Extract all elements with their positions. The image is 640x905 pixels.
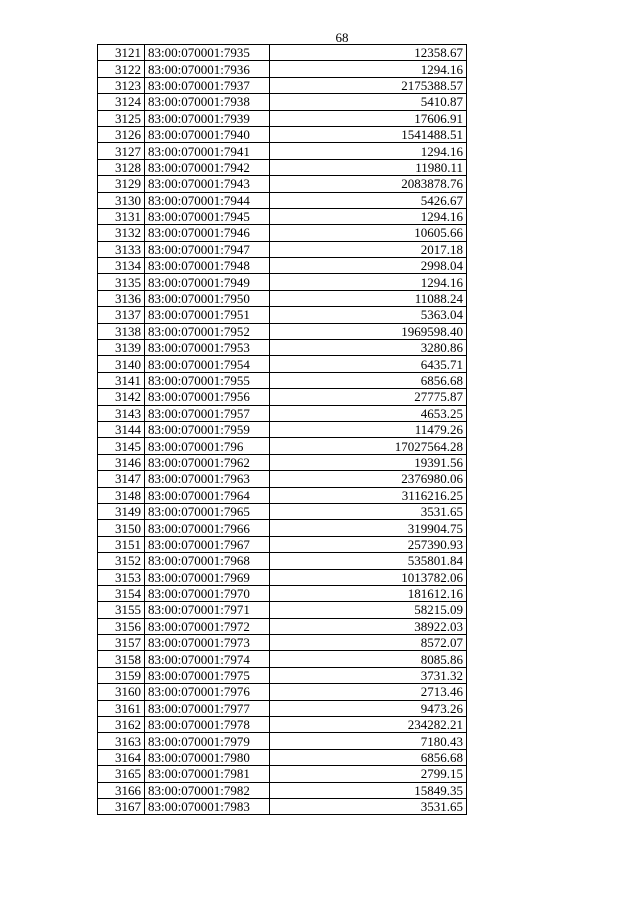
cadastral-value-cell: 10605.66: [270, 225, 467, 241]
table-row: [98, 487, 467, 503]
cadastral-number-cell: 83:00:070001:7966: [145, 520, 270, 536]
row-number-cell: 3130: [98, 192, 145, 208]
table-row: [98, 749, 467, 765]
row-number-cell: 3144: [98, 421, 145, 437]
row-number-cell: 3139: [98, 340, 145, 356]
table-row: [98, 274, 467, 290]
cadastral-number-cell: 83:00:070001:7969: [145, 569, 270, 585]
cadastral-number-cell: 83:00:070001:7965: [145, 503, 270, 519]
cadastral-number-cell: 83:00:070001:7942: [145, 159, 270, 175]
cadastral-number-cell: 83:00:070001:7953: [145, 340, 270, 356]
cadastral-value-cell: 9473.26: [270, 700, 467, 716]
table-row: [98, 225, 467, 241]
cadastral-value-cell: 181612.16: [270, 585, 467, 601]
table-row: [98, 471, 467, 487]
cadastral-value-cell: 2175388.57: [270, 77, 467, 93]
cadastral-value-cell: 11479.26: [270, 421, 467, 437]
row-number-cell: 3150: [98, 520, 145, 536]
cadastral-number-cell: 83:00:070001:7973: [145, 635, 270, 651]
row-number-cell: 3125: [98, 110, 145, 126]
cadastral-value-cell: 6856.68: [270, 749, 467, 765]
table-row: [98, 94, 467, 110]
row-number-cell: 3134: [98, 258, 145, 274]
table-row: [98, 405, 467, 421]
cadastral-value-cell: 3531.65: [270, 798, 467, 814]
row-number-cell: 3129: [98, 176, 145, 192]
row-number-cell: 3143: [98, 405, 145, 421]
cadastral-number-cell: 83:00:070001:7975: [145, 667, 270, 683]
row-number-cell: 3123: [98, 77, 145, 93]
table-row: [98, 421, 467, 437]
cadastral-number-cell: 83:00:070001:7945: [145, 208, 270, 224]
row-number-cell: 3167: [98, 798, 145, 814]
row-number-cell: 3155: [98, 602, 145, 618]
row-number-cell: 3147: [98, 471, 145, 487]
table-body: [98, 45, 467, 815]
cadastral-number-cell: 83:00:070001:7950: [145, 290, 270, 306]
table-row: [98, 717, 467, 733]
cadastral-number-cell: 83:00:070001:7944: [145, 192, 270, 208]
row-number-cell: 3159: [98, 667, 145, 683]
row-number-cell: 3149: [98, 503, 145, 519]
row-number-cell: 3157: [98, 635, 145, 651]
page-number: 68: [335, 30, 349, 45]
cadastral-value-cell: 1969598.40: [270, 323, 467, 339]
table-row: [98, 208, 467, 224]
cadastral-number-cell: 83:00:070001:7976: [145, 684, 270, 700]
table-row: [98, 192, 467, 208]
cadastral-number-cell: 83:00:070001:7946: [145, 225, 270, 241]
row-number-cell: 3141: [98, 372, 145, 388]
table-row: [98, 389, 467, 405]
cadastral-value-table: [97, 44, 467, 815]
cadastral-value-cell: 38922.03: [270, 618, 467, 634]
table-row: [98, 110, 467, 126]
cadastral-value-cell: 11088.24: [270, 290, 467, 306]
row-number-cell: 3160: [98, 684, 145, 700]
cadastral-value-cell: 19391.56: [270, 454, 467, 470]
row-number-cell: 3133: [98, 241, 145, 257]
cadastral-value-cell: 3531.65: [270, 503, 467, 519]
cadastral-value-cell: 6435.71: [270, 356, 467, 372]
cadastral-value-cell: 17606.91: [270, 110, 467, 126]
cadastral-number-cell: 83:00:070001:7959: [145, 421, 270, 437]
cadastral-value-cell: 12358.67: [270, 45, 467, 61]
cadastral-number-cell: 83:00:070001:7955: [145, 372, 270, 388]
row-number-cell: 3161: [98, 700, 145, 716]
row-number-cell: 3163: [98, 733, 145, 749]
row-number-cell: 3164: [98, 749, 145, 765]
row-number-cell: 3162: [98, 717, 145, 733]
table-row: [98, 733, 467, 749]
cadastral-number-cell: 83:00:070001:7948: [145, 258, 270, 274]
table-row: [98, 258, 467, 274]
table-row: [98, 241, 467, 257]
row-number-cell: 3165: [98, 766, 145, 782]
cadastral-value-cell: 2713.46: [270, 684, 467, 700]
table-row: [98, 61, 467, 77]
cadastral-number-cell: 83:00:070001:7947: [145, 241, 270, 257]
cadastral-value-cell: 1541488.51: [270, 126, 467, 142]
table-row: [98, 700, 467, 716]
table-row: [98, 356, 467, 372]
cadastral-value-cell: 2998.04: [270, 258, 467, 274]
table-row: [98, 553, 467, 569]
cadastral-value-cell: 5363.04: [270, 307, 467, 323]
cadastral-number-cell: 83:00:070001:7951: [145, 307, 270, 323]
row-number-cell: 3148: [98, 487, 145, 503]
row-number-cell: 3136: [98, 290, 145, 306]
table-row: [98, 290, 467, 306]
cadastral-number-cell: 83:00:070001:7956: [145, 389, 270, 405]
cadastral-number-cell: 83:00:070001:7974: [145, 651, 270, 667]
cadastral-number-cell: 83:00:070001:7954: [145, 356, 270, 372]
table-row: [98, 45, 467, 61]
cadastral-number-cell: 83:00:070001:7981: [145, 766, 270, 782]
table-row: [98, 667, 467, 683]
row-number-cell: 3132: [98, 225, 145, 241]
cadastral-number-cell: 83:00:070001:7957: [145, 405, 270, 421]
table-row: [98, 372, 467, 388]
cadastral-value-cell: 1294.16: [270, 274, 467, 290]
row-number-cell: 3142: [98, 389, 145, 405]
cadastral-number-cell: 83:00:070001:7983: [145, 798, 270, 814]
table-row: [98, 503, 467, 519]
cadastral-value-cell: 5410.87: [270, 94, 467, 110]
cadastral-number-cell: 83:00:070001:7980: [145, 749, 270, 765]
cadastral-value-cell: 11980.11: [270, 159, 467, 175]
row-number-cell: 3151: [98, 536, 145, 552]
table-row: [98, 143, 467, 159]
cadastral-value-cell: 2376980.06: [270, 471, 467, 487]
table-row: [98, 569, 467, 585]
table-row: [98, 438, 467, 454]
cadastral-value-cell: 8085.86: [270, 651, 467, 667]
table-row: [98, 176, 467, 192]
cadastral-number-cell: 83:00:070001:7935: [145, 45, 270, 61]
cadastral-value-cell: 535801.84: [270, 553, 467, 569]
cadastral-value-cell: 2799.15: [270, 766, 467, 782]
row-number-cell: 3131: [98, 208, 145, 224]
cadastral-number-cell: 83:00:070001:7963: [145, 471, 270, 487]
cadastral-number-cell: 83:00:070001:7941: [145, 143, 270, 159]
cadastral-number-cell: 83:00:070001:796: [145, 438, 270, 454]
row-number-cell: 3128: [98, 159, 145, 175]
cadastral-number-cell: 83:00:070001:7943: [145, 176, 270, 192]
cadastral-number-cell: 83:00:070001:7964: [145, 487, 270, 503]
cadastral-value-cell: 27775.87: [270, 389, 467, 405]
cadastral-number-cell: 83:00:070001:7970: [145, 585, 270, 601]
cadastral-number-cell: 83:00:070001:7979: [145, 733, 270, 749]
cadastral-number-cell: 83:00:070001:7949: [145, 274, 270, 290]
row-number-cell: 3127: [98, 143, 145, 159]
cadastral-value-cell: 58215.09: [270, 602, 467, 618]
table-row: [98, 454, 467, 470]
cadastral-value-cell: 1013782.06: [270, 569, 467, 585]
table-row: [98, 520, 467, 536]
table-row: [98, 536, 467, 552]
row-number-cell: 3156: [98, 618, 145, 634]
cadastral-value-cell: 5426.67: [270, 192, 467, 208]
table-row: [98, 602, 467, 618]
row-number-cell: 3158: [98, 651, 145, 667]
cadastral-number-cell: 83:00:070001:7967: [145, 536, 270, 552]
table-row: [98, 651, 467, 667]
row-number-cell: 3166: [98, 782, 145, 798]
row-number-cell: 3121: [98, 45, 145, 61]
table-row: [98, 126, 467, 142]
cadastral-value-cell: 3731.32: [270, 667, 467, 683]
cadastral-value-cell: 3116216.25: [270, 487, 467, 503]
table-row: [98, 618, 467, 634]
cadastral-number-cell: 83:00:070001:7968: [145, 553, 270, 569]
cadastral-number-cell: 83:00:070001:7939: [145, 110, 270, 126]
row-number-cell: 3135: [98, 274, 145, 290]
row-number-cell: 3146: [98, 454, 145, 470]
row-number-cell: 3153: [98, 569, 145, 585]
cadastral-number-cell: 83:00:070001:7937: [145, 77, 270, 93]
cadastral-value-cell: 257390.93: [270, 536, 467, 552]
row-number-cell: 3152: [98, 553, 145, 569]
cadastral-value-cell: 319904.75: [270, 520, 467, 536]
cadastral-number-cell: 83:00:070001:7971: [145, 602, 270, 618]
cadastral-number-cell: 83:00:070001:7982: [145, 782, 270, 798]
cadastral-value-cell: 1294.16: [270, 208, 467, 224]
row-number-cell: 3145: [98, 438, 145, 454]
table-row: [98, 340, 467, 356]
cadastral-value-cell: 1294.16: [270, 61, 467, 77]
table-row: [98, 684, 467, 700]
cadastral-number-cell: 83:00:070001:7978: [145, 717, 270, 733]
cadastral-number-cell: 83:00:070001:7940: [145, 126, 270, 142]
cadastral-value-cell: 15849.35: [270, 782, 467, 798]
row-number-cell: 3126: [98, 126, 145, 142]
row-number-cell: 3140: [98, 356, 145, 372]
cadastral-value-cell: 1294.16: [270, 143, 467, 159]
table-row: [98, 307, 467, 323]
table-row: [98, 77, 467, 93]
cadastral-value-cell: 17027564.28: [270, 438, 467, 454]
cadastral-value-cell: 8572.07: [270, 635, 467, 651]
table-row: [98, 635, 467, 651]
cadastral-number-cell: 83:00:070001:7977: [145, 700, 270, 716]
cadastral-value-cell: 2017.18: [270, 241, 467, 257]
row-number-cell: 3154: [98, 585, 145, 601]
row-number-cell: 3138: [98, 323, 145, 339]
table-row: [98, 782, 467, 798]
cadastral-number-cell: 83:00:070001:7972: [145, 618, 270, 634]
row-number-cell: 3124: [98, 94, 145, 110]
cadastral-value-cell: 7180.43: [270, 733, 467, 749]
cadastral-value-cell: 2083878.76: [270, 176, 467, 192]
table-row: [98, 159, 467, 175]
row-number-cell: 3137: [98, 307, 145, 323]
cadastral-number-cell: 83:00:070001:7962: [145, 454, 270, 470]
cadastral-number-cell: 83:00:070001:7952: [145, 323, 270, 339]
table-row: [98, 766, 467, 782]
cadastral-value-cell: 3280.86: [270, 340, 467, 356]
cadastral-value-cell: 6856.68: [270, 372, 467, 388]
table-row: [98, 323, 467, 339]
cadastral-value-cell: 4653.25: [270, 405, 467, 421]
table-row: [98, 585, 467, 601]
table-row: [98, 798, 467, 814]
cadastral-number-cell: 83:00:070001:7938: [145, 94, 270, 110]
row-number-cell: 3122: [98, 61, 145, 77]
cadastral-value-cell: 234282.21: [270, 717, 467, 733]
cadastral-number-cell: 83:00:070001:7936: [145, 61, 270, 77]
